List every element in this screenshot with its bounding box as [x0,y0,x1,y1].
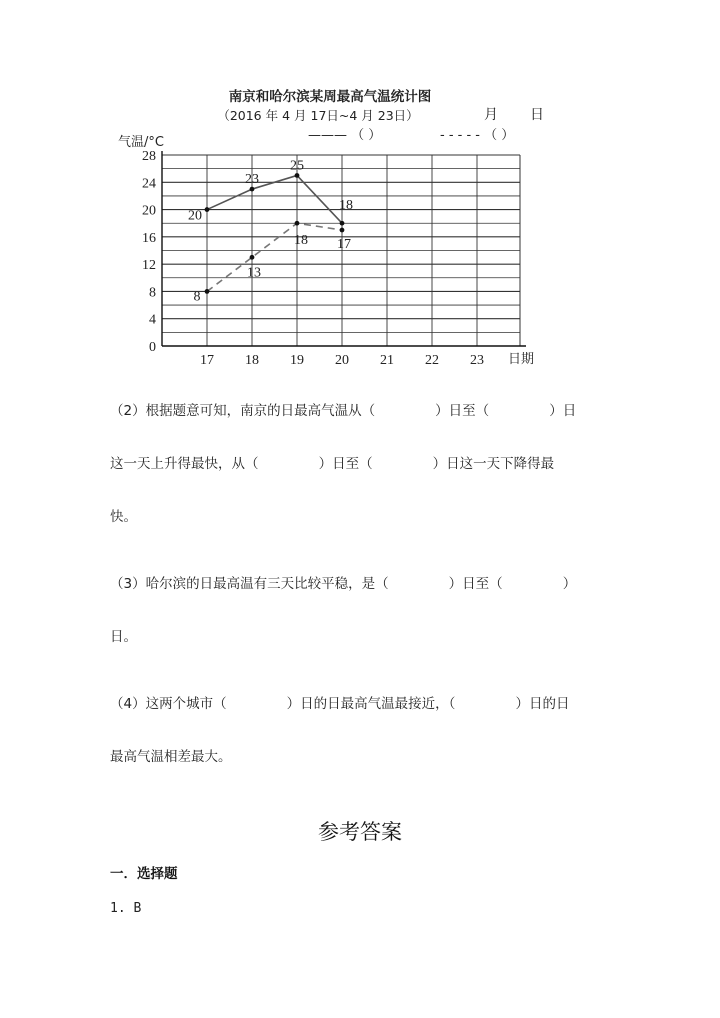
question-4-line-1: （4）这两个城市（ ）日的日最高气温最接近，（ ）日的日 [110,696,570,712]
data-point-dashed [340,228,345,233]
y-tick-label: 24 [142,176,156,192]
legend-entry-dashed: - - - - - （ ） [440,128,515,143]
y-tick-label: 16 [142,230,156,246]
chart-title: 南京和哈尔滨某周最高气温统计图 [228,89,432,105]
x-tick-label: 22 [425,353,439,368]
question-2-line-3: 快。 [110,509,137,525]
x-axis-label: 日期 [508,352,535,367]
temperature-line-chart [0,0,720,380]
data-label-dashed: 17 [337,237,351,253]
data-label-solid: 18 [339,198,353,214]
question-3-line-1: （3）哈尔滨的日最高温有三天比较平稳，是（ ）日至（ ） [110,576,577,592]
data-label-solid: 23 [245,172,259,188]
question-2-line-2: 这一天上升得最快，从（ ）日至（ ）日这一天下降得最 [110,456,555,472]
x-tick-label: 18 [245,353,259,368]
y-tick-label: 12 [142,258,156,274]
data-label-dashed: 8 [193,289,201,305]
data-label-solid: 25 [290,158,304,174]
x-tick-label: 19 [290,353,304,368]
x-tick-label: 23 [470,353,484,368]
x-tick-label: 20 [335,353,349,368]
chart-subtitle: （2016 年 4 月 17日~4 月 23日） [217,108,419,123]
data-point-solid [295,173,300,178]
data-point-dashed [295,221,300,226]
answer-key-heading: 参考答案 [318,820,402,844]
data-label-solid: 20 [188,208,202,224]
data-label-dashed: 18 [294,233,308,249]
month-blank-label: 月 [484,107,498,123]
y-axis-label: 气温/°C [118,135,164,150]
legend-entry-solid: ——— （ ） [308,128,382,143]
data-point-dashed [205,289,210,294]
question-3-line-2: 日。 [110,629,137,645]
y-tick-label: 28 [142,149,156,164]
x-tick-label: 17 [200,353,214,368]
y-tick-label: 4 [149,312,156,328]
y-tick-label: 0 [149,340,156,355]
question-2-line-1: （2）根据题意可知，南京的日最高气温从（ ）日至（ ）日 [110,403,577,419]
data-point-solid [340,221,345,226]
question-4-line-2: 最高气温相差最大。 [110,749,232,765]
data-label-dashed: 13 [247,265,261,281]
answer-item: 1. B [110,901,142,916]
chart-series [205,173,345,294]
y-tick-label: 8 [149,285,156,301]
data-point-dashed [250,255,255,260]
data-point-solid [205,207,210,212]
day-blank-label: 日 [530,107,544,123]
series-line-dashed [207,223,342,291]
y-tick-label: 20 [142,203,156,219]
x-tick-label: 21 [380,353,394,368]
data-point-solid [250,187,255,192]
section-title: 一．选择题 [110,866,178,882]
